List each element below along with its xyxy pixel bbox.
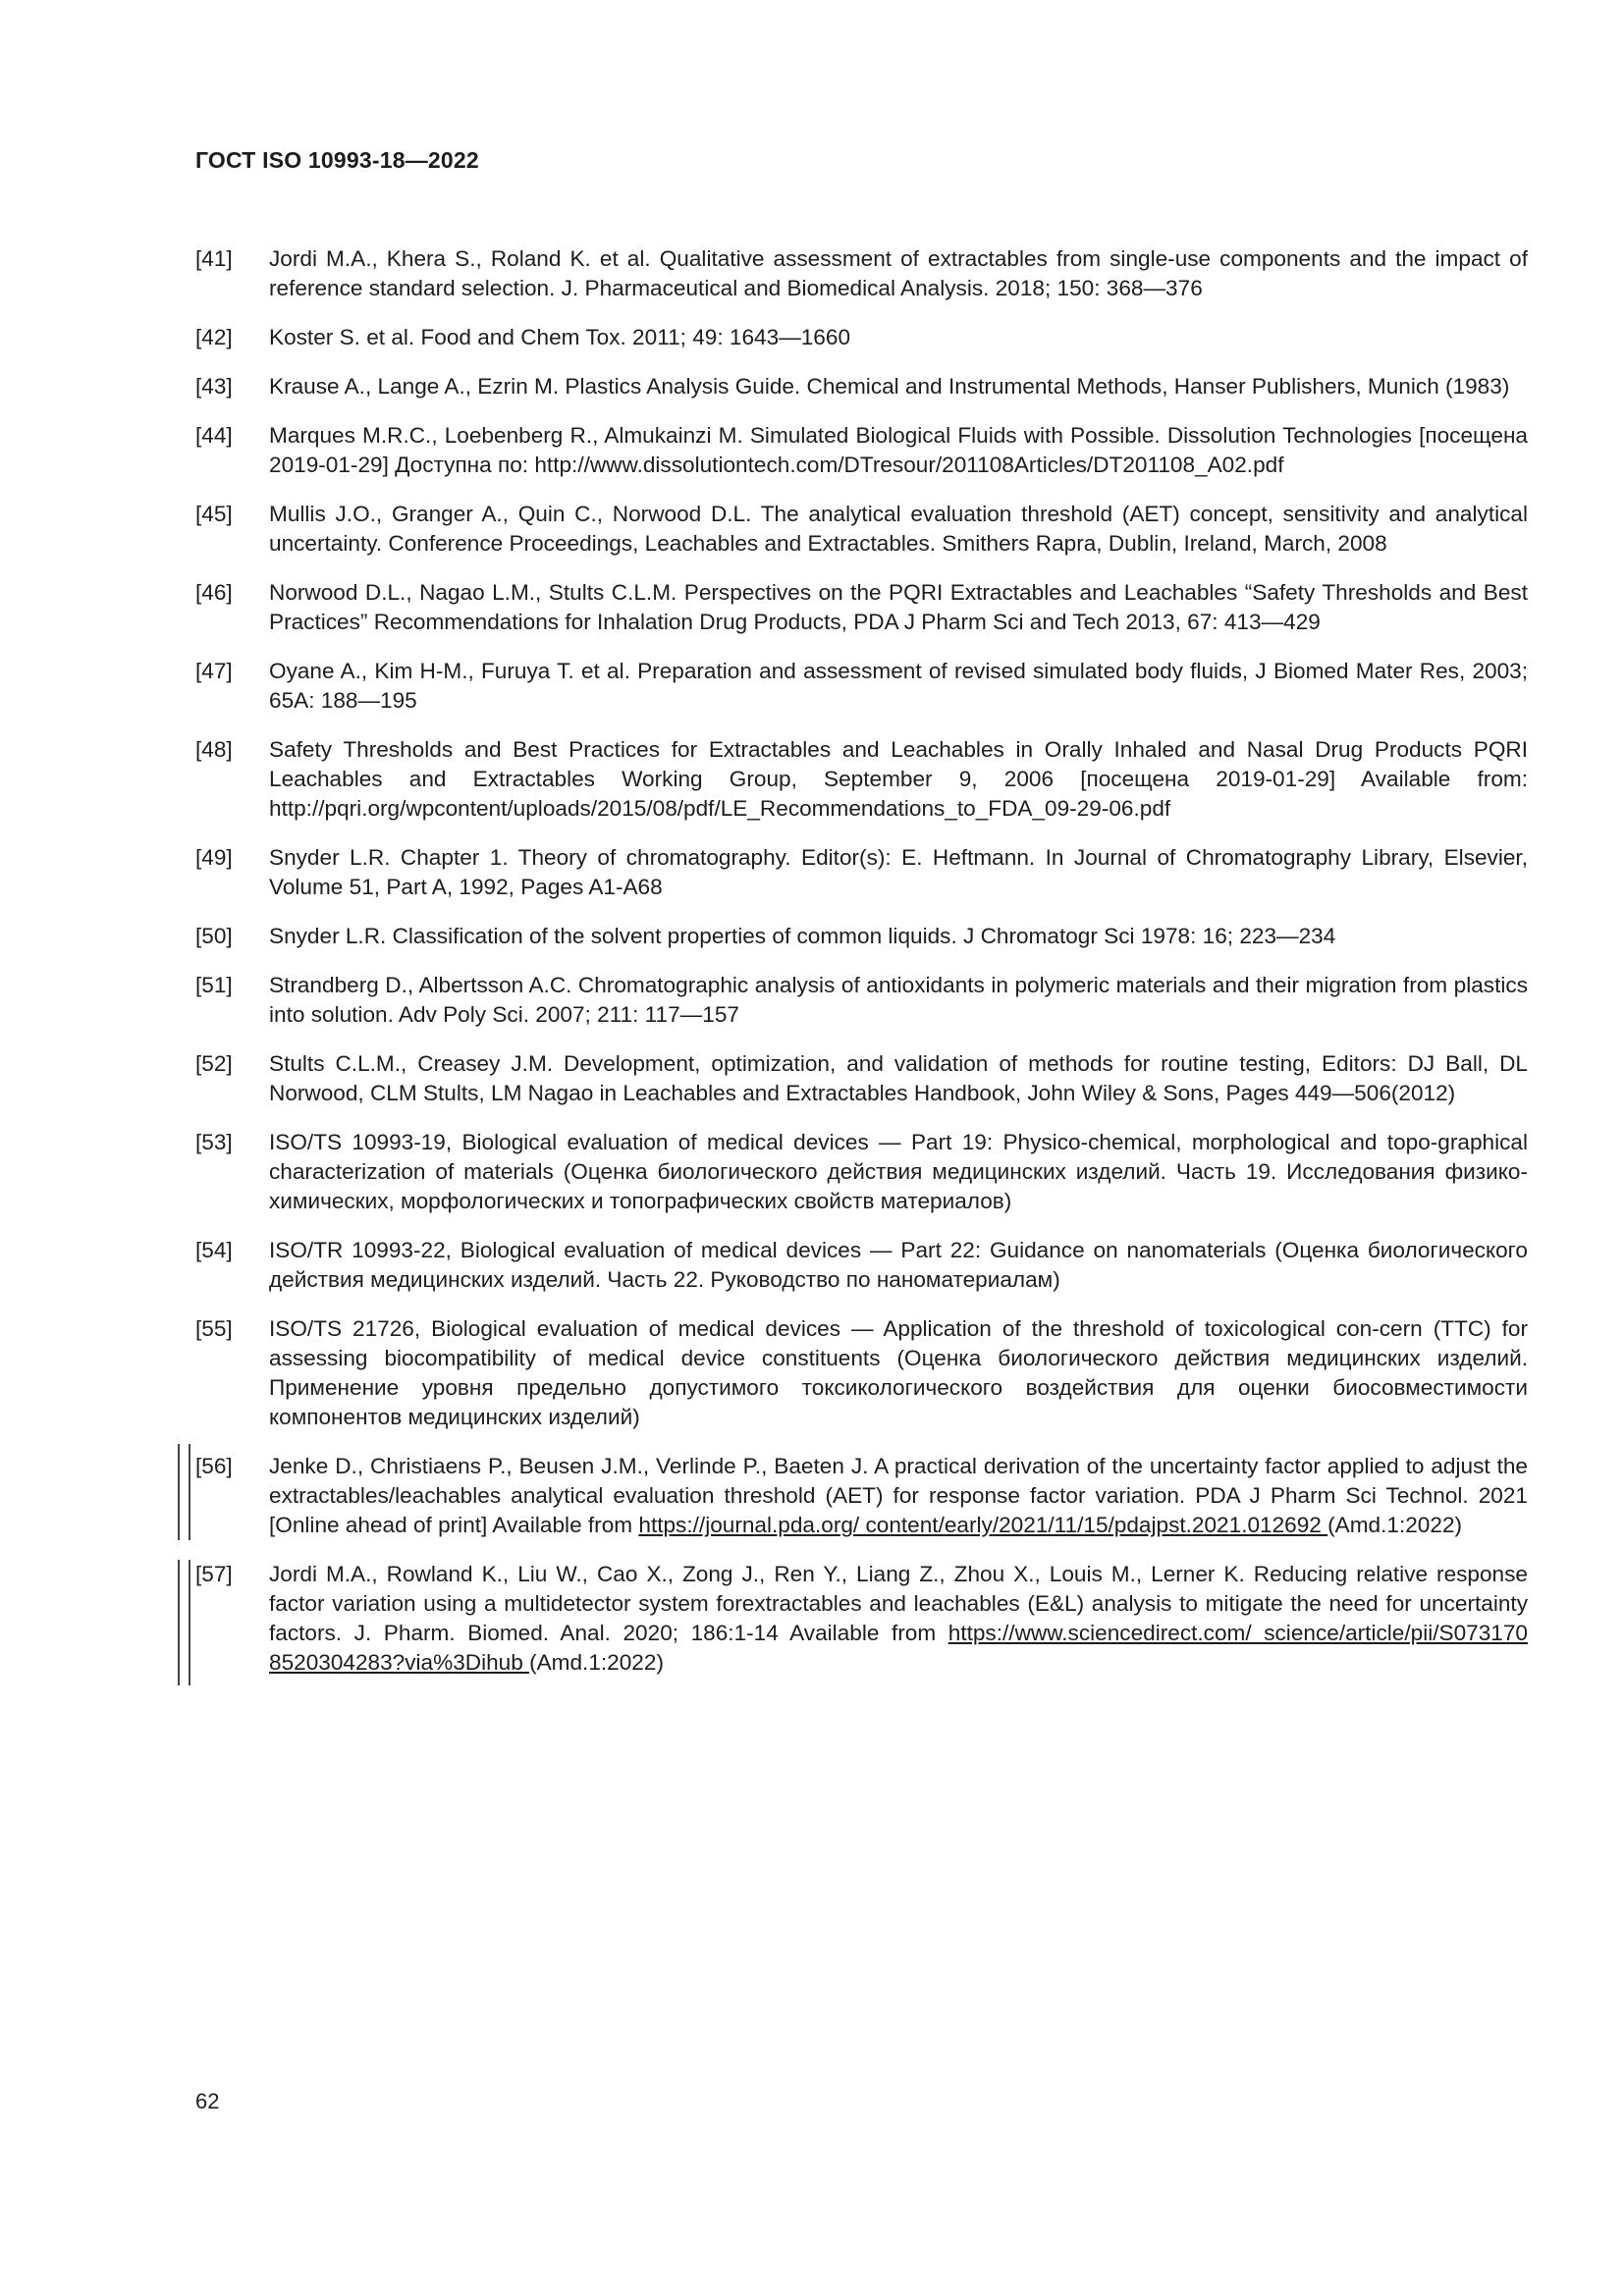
reference-text: ISO/TS 21726, Biological evaluation of medical devices — Application of the threshold of toxicological con-cern (TTC) for assessing biocompatibility of medical device constituents (Оценка биологического действия медицинских изделий. Применение уровня предельно допустимого токсикологического воздействия для оценки биосовместимости компонентов медицинских изделий)	[269, 1316, 1528, 1429]
reference-text: ISO/TS 10993-19, Biological evaluation of medical devices — Part 19: Physico-chemical, morphological and topo-graphical characterization of materials (Оценка биологического действия медицинских изделий. Часть 19. Исследования физико-химических, морфологических и топографических свойств материалов)	[269, 1130, 1528, 1213]
reference-50	[195, 922, 1528, 951]
reference-text-container	[269, 1560, 1528, 1678]
reference-number: [49]	[195, 845, 233, 870]
reference-link[interactable]: https://www.sciencedirect.com/ science/article/pii/S073170 8520304283?via%3Dihub	[269, 1621, 1528, 1675]
reference-number: [41]	[195, 246, 233, 271]
reference-52	[195, 1049, 1528, 1108]
reference-text: Strandberg D., Albertsson A.C. Chromatographic analysis of antioxidants in polymeric materials and their migration from plastics into solution. Adv Poly Sci. 2007; 211: 117—157	[269, 973, 1528, 1027]
reference-53	[195, 1128, 1528, 1216]
reference-text: Jordi M.A., Rowland K., Liu W., Cao X., Zong J., Ren Y., Liang Z., Zhou X., Louis M., Lerner K. Reducing relative response factor variation using a multidetector system forextractables and leachables (E&L) analysis to mitigate the need for uncertainty factors. J. Pharm. Biomed. Anal. 2020; 186:1-14 Available from	[269, 1562, 1528, 1645]
reference-text: Oyane A., Kim H-M., Furuya T. et al. Preparation and assessment of revised simulated body fluids, J Biomed Mater Res, 2003; 65A: 188—195	[269, 659, 1528, 713]
reference-43	[195, 372, 1528, 401]
reference-49	[195, 843, 1528, 902]
amendment-change-bar	[178, 1560, 190, 1685]
bibliography-list	[195, 244, 1528, 1697]
reference-link[interactable]: https://journal.pda.org/ content/early/2021/11/15/pdajpst.2021.012692	[638, 1513, 1328, 1537]
reference-45	[195, 500, 1528, 559]
reference-51	[195, 971, 1528, 1030]
reference-55	[195, 1314, 1528, 1432]
reference-number: [42]	[195, 325, 233, 349]
reference-text: Stults C.L.M., Creasey J.M. Development, optimization, and validation of methods for routine testing, Editors: DJ Ball, DL Norwood, CLM Stults, LM Nagao in Leachables and Extractables Handbook, John Wiley & Sons, Pages 449—506(2012)	[269, 1051, 1528, 1105]
document-header: ГОСТ ISO 10993-18—2022	[195, 147, 479, 173]
reference-number: [56]	[195, 1454, 233, 1478]
amendment-note: (Amd.1:2022)	[529, 1650, 664, 1675]
reference-number: [48]	[195, 737, 233, 762]
reference-text: Snyder L.R. Classification of the solvent properties of common liquids. J Chromatogr Sci 1978: 16; 223—234	[269, 924, 1336, 948]
reference-text: Krause A., Lange A., Ezrin M. Plastics Analysis Guide. Chemical and Instrumental Methods, Hanser Publishers, Munich (1983)	[269, 374, 1510, 399]
reference-42	[195, 323, 1528, 352]
reference-number: [44]	[195, 423, 233, 448]
reference-number: [47]	[195, 659, 233, 683]
amendment-change-bar	[178, 1444, 190, 1540]
reference-57	[195, 1560, 1528, 1678]
reference-number: [46]	[195, 580, 233, 605]
reference-number: [54]	[195, 1238, 233, 1262]
reference-number: [43]	[195, 374, 233, 399]
reference-text: Marques M.R.C., Loebenberg R., Almukainzi M. Simulated Biological Fluids with Possible. Dissolution Technologies [посещена 2019-01-29] Доступна по: http://www.dissolutiontech.com/DTresour/201108Articles/DT201108_A02.pdf	[269, 423, 1528, 477]
reference-number: [53]	[195, 1130, 233, 1154]
reference-text: Snyder L.R. Chapter 1. Theory of chromatography. Editor(s): E. Heftmann. In Journal of Chromatography Library, Elsevier, Volume 51, Part A, 1992, Pages A1-A68	[269, 845, 1528, 899]
reference-text: Safety Thresholds and Best Practices for Extractables and Leachables in Orally Inhaled and Nasal Drug Products PQRI Leachables and Extractables Working Group, September 9, 2006 [посещена 2019-01-29] Available from: http://pqri.org/wpcontent/uploads/2015/08/pdf/LE_Recommendations_to_FDA_09-29-06.pdf	[269, 737, 1528, 821]
reference-text: Jenke D., Christiaens P., Beusen J.M., Verlinde P., Baeten J. A practical derivation of the uncertainty factor applied to adjust the extractables/leachables analytical evaluation threshold (AET) for response factor variation. PDA J Pharm Sci Technol. 2021 [Online ahead of print] Available from	[269, 1454, 1528, 1537]
reference-text: Norwood D.L., Nagao L.M., Stults C.L.M. Perspectives on the PQRI Extractables and Leachables “Safety Thresholds and Best Practices” Recommendations for Inhalation Drug Products, PDA J Pharm Sci and Tech 2013, 67: 413—429	[269, 580, 1528, 634]
reference-number: [55]	[195, 1316, 233, 1341]
page-number: 62	[195, 2089, 220, 2113]
reference-48	[195, 735, 1528, 824]
amendment-note: (Amd.1:2022)	[1327, 1513, 1463, 1537]
reference-41	[195, 244, 1528, 303]
reference-text: Jordi M.A., Khera S., Roland K. et al. Qualitative assessment of extractables from single-use components and the impact of reference standard selection. J. Pharmaceutical and Biomedical Analysis. 2018; 150: 368—376	[269, 246, 1528, 300]
reference-text: ISO/TR 10993-22, Biological evaluation of medical devices — Part 22: Guidance on nanomaterials (Оценка биологического действия медицинских изделий. Часть 22. Руководство по наноматериалам)	[269, 1238, 1528, 1292]
reference-number: [52]	[195, 1051, 233, 1076]
reference-46	[195, 578, 1528, 637]
reference-44	[195, 421, 1528, 480]
reference-number: [50]	[195, 924, 233, 948]
reference-54	[195, 1236, 1528, 1295]
reference-number: [51]	[195, 973, 233, 997]
reference-56	[195, 1452, 1528, 1540]
reference-text: Koster S. et al. Food and Chem Tox. 2011; 49: 1643—1660	[269, 325, 851, 349]
reference-number: [57]	[195, 1562, 233, 1586]
reference-text-container	[269, 1452, 1528, 1540]
reference-text: Mullis J.O., Granger A., Quin C., Norwood D.L. The analytical evaluation threshold (AET) concept, sensitivity and analytical uncertainty. Conference Proceedings, Leachables and Extractables. Smithers Rapra, Dublin, Ireland, March, 2008	[269, 502, 1528, 556]
reference-47	[195, 657, 1528, 716]
reference-number: [45]	[195, 502, 233, 526]
